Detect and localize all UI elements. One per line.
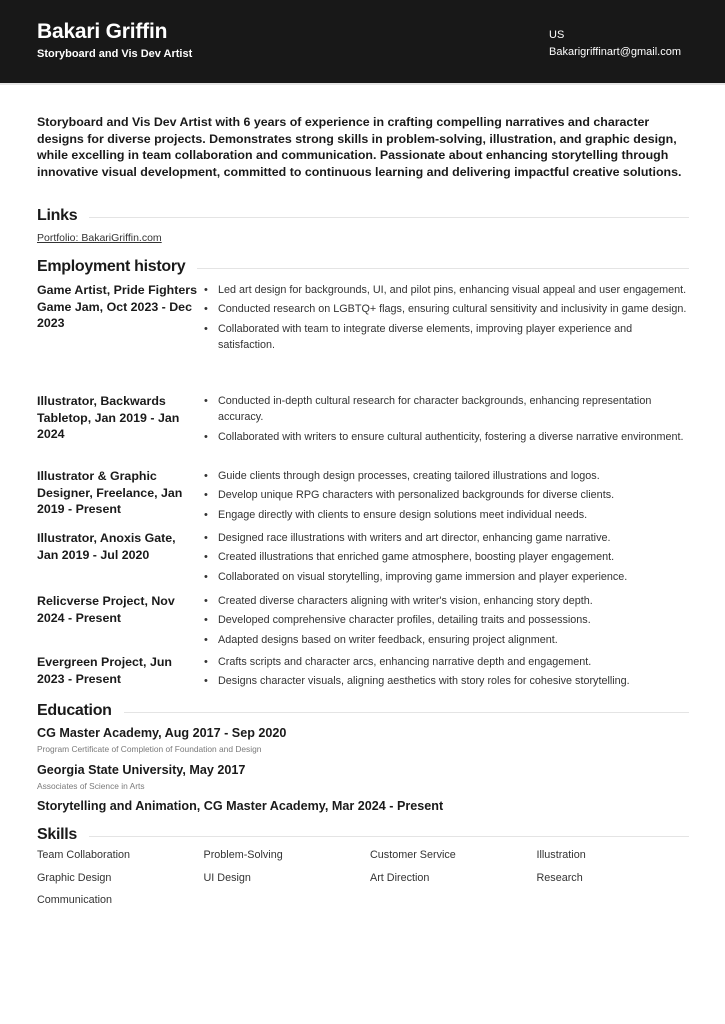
education-entry <box>37 798 689 815</box>
job-bullets <box>204 468 689 526</box>
profile-summary: Storyboard and Vis Dev Artist with 6 years of experience in crafting compelling narratives and character designs for diverse projects. Demonstrates strong skills in problem-solving, illustration, and graphic design, while excelling in team collaboration and communication. Passionate about enhancing storytelling through innovative visual development, committed to continuous learning and delivering impactful creative solutions. <box>37 115 682 179</box>
employment-section-heading <box>37 257 689 277</box>
section-title: Links <box>37 207 78 224</box>
job-bullet: • Crafts scripts and character arcs, enhancing narrative depth and engagement. <box>204 654 689 670</box>
section-title: Employment history <box>37 258 186 275</box>
education-entry <box>37 725 689 755</box>
job-bullet: • Designs character visuals, aligning aesthetics with story roles for cohesive storytelling. <box>204 673 689 689</box>
job-bullet: • Conducted in-depth cultural research for character backgrounds, enhancing representation accuracy. <box>204 393 689 426</box>
education-subtitle: Associates of Science in Arts <box>37 781 145 791</box>
education-title: Georgia State University, May 2017 <box>37 763 246 777</box>
job-bullet: • Developed comprehensive character profiles, detailing traits and possessions. <box>204 612 689 628</box>
skill-item: Graphic Design <box>37 871 112 884</box>
job-bullet: • Collaborated with team to integrate diverse elements, improving player experience and satisfaction. <box>204 321 689 354</box>
job-role: Relicverse Project, Nov 2024 - Present <box>37 594 175 625</box>
job-bullets <box>204 654 689 693</box>
skill-item: Illustration <box>536 849 586 861</box>
education-title: CG Master Academy, Aug 2017 - Sep 2020 <box>37 726 287 740</box>
section-divider <box>124 712 689 713</box>
header-divider <box>0 83 725 85</box>
section-title: Skills <box>37 826 78 843</box>
skill-item: Problem-Solving <box>203 849 283 861</box>
job-bullet: • Led art design for backgrounds, UI, and pilot pins, enhancing visual appeal and user engagement. <box>204 282 689 298</box>
skill-item: UI Design <box>203 871 251 884</box>
contact-info <box>549 27 681 60</box>
education-section-heading <box>37 701 689 721</box>
education-subtitle: Program Certificate of Completion of Foundation and Design <box>37 744 262 754</box>
section-divider <box>197 268 689 269</box>
job-role: Evergreen Project, Jun 2023 - Present <box>37 655 172 686</box>
location: US <box>549 29 565 41</box>
resume-header <box>0 0 725 83</box>
job-role: Illustrator & Graphic Designer, Freelance, Jan 2019 - Present <box>37 469 183 516</box>
job-role: Illustrator, Anoxis Gate, Jan 2019 - Jul 2020 <box>37 531 176 562</box>
candidate-title: Storyboard and Vis Dev Artist <box>37 48 193 60</box>
candidate-name: Bakari Griffin <box>37 20 168 43</box>
job-bullets <box>204 282 689 356</box>
job-bullet: • Created illustrations that enriched game atmosphere, boosting player engagement. <box>204 549 689 565</box>
skill-item: Research <box>536 871 583 884</box>
job-bullet: • Guide clients through design processes, creating tailored illustrations and logos. <box>204 468 689 484</box>
links-section-heading <box>37 206 689 226</box>
job-role: Illustrator, Backwards Tabletop, Jan 2019 - Jan 2024 <box>37 394 180 441</box>
job-role: Game Artist, Pride Fighters Game Jam, Oct 2023 - Dec 2023 <box>37 283 197 330</box>
section-title: Education <box>37 702 112 719</box>
skill-item: Communication <box>37 894 113 906</box>
skill-item: Art Direction <box>370 871 430 884</box>
job-bullet: • Designed race illustrations with writers and art director, enhancing game narrative. <box>204 530 689 546</box>
job-bullet: • Collaborated on visual storytelling, improving game immersion and player experience. <box>204 569 689 585</box>
job-bullets <box>204 393 689 448</box>
section-divider <box>89 836 689 837</box>
job-bullets <box>204 530 689 588</box>
skills-section-heading <box>37 825 689 845</box>
job-bullet: • Engage directly with clients to ensure design solutions meet individual needs. <box>204 507 689 523</box>
job-bullet: • Created diverse characters aligning with writer's vision, enhancing story depth. <box>204 593 689 609</box>
job-bullet: • Collaborated with writers to ensure cultural authenticity, fostering a diverse narrative environment. <box>204 429 689 445</box>
job-bullets <box>204 593 689 651</box>
skill-item: Customer Service <box>370 849 456 861</box>
email: Bakarigriffinart@gmail.com <box>549 45 682 58</box>
section-divider <box>89 217 689 218</box>
skill-item: Team Collaboration <box>37 849 131 861</box>
job-bullet: • Adapted designs based on writer feedback, ensuring project alignment. <box>204 632 689 648</box>
job-bullet: • Conducted research on LGBTQ+ flags, ensuring cultural sensitivity and inclusivity in game design. <box>204 301 689 317</box>
education-entry <box>37 762 689 792</box>
portfolio-link[interactable]: Portfolio: BakariGriffin.com <box>37 232 162 244</box>
job-bullet: • Develop unique RPG characters with personalized backgrounds for diverse clients. <box>204 487 689 503</box>
skills-grid <box>37 849 689 908</box>
education-title: Storytelling and Animation, CG Master Academy, Mar 2024 - Present <box>37 799 444 813</box>
